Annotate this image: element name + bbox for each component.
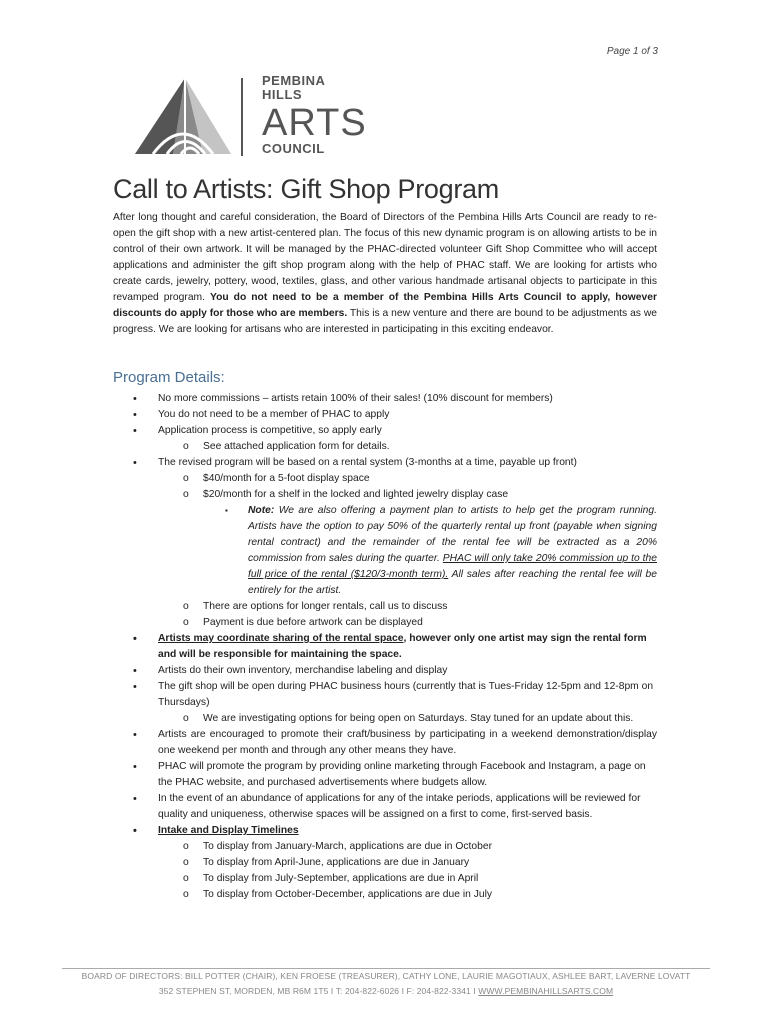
- note-tail: All sales after reaching the rental fee will be entirely for the artist.: [248, 569, 657, 596]
- list-item-underline: Artists may coordinate sharing of the rental space: [158, 633, 404, 644]
- list-item-text: We are investigating options for being open on Saturdays. Stay tuned for an update about this.: [203, 713, 634, 724]
- footer-address-line: [62, 986, 710, 996]
- list-item-text: Intake and Display Timelines: [158, 825, 299, 836]
- list-item-text: To display from April-June, applications are due in January: [203, 857, 470, 868]
- bullet-marker: •: [133, 729, 137, 741]
- list-item-text: Application process is competitive, so apply early: [158, 425, 382, 436]
- sub-list-item: [113, 871, 657, 887]
- list-item-text: The revised program will be based on a rental system (3-months at a time, payable up front): [158, 457, 577, 468]
- sub-bullet-marker: o: [183, 473, 189, 484]
- intro-text: After long thought and careful consideration, the Board of Directors of the Pembina Hills Arts Council are ready to re-open the gift shop with a new artist-centered plan. The focus of this new dynamic program is on allowing artists to be in control of their own artwork. It will be managed by the PHAC-directed volunteer Gift Shop Committee who will accept applications and administer the gift shop program along with the help of PHAC staff. We are looking for artists who create cards, jewelry, pottery, wood, textiles, glass, and other various handmade artisanal objects to participate in this revamped program.: [113, 212, 657, 303]
- list-item-text: Artists do their own inventory, merchandise labeling and display: [158, 665, 448, 676]
- logo-wordmark: [262, 74, 367, 156]
- intro-bold: You do not need to be a member of the Pembina Hills Arts Council to apply, however discounts do apply for those who are members.: [113, 292, 657, 319]
- list-item: [113, 759, 657, 791]
- footer-divider: [62, 968, 710, 969]
- sub-bullet-marker: o: [183, 713, 189, 724]
- triangle-logo-icon: [133, 74, 233, 156]
- sub-list-item: [113, 471, 657, 487]
- sub-bullet-marker: o: [183, 873, 189, 884]
- list-item-text: To display from July-September, applications are due in April: [203, 873, 479, 884]
- sub-bullet-marker: o: [183, 617, 189, 628]
- intro-paragraph: [113, 210, 657, 338]
- list-item: [113, 823, 657, 839]
- list-item-text: To display from October-December, applications are due in July: [203, 889, 493, 900]
- list-item-text: There are options for longer rentals, call us to discuss: [203, 601, 448, 612]
- bullet-marker: •: [133, 425, 137, 437]
- bullet-marker: •: [133, 633, 137, 645]
- bullet-marker: •: [133, 457, 137, 469]
- bullet-marker: •: [133, 393, 137, 405]
- bullet-marker: •: [133, 681, 137, 693]
- list-item-text: Artists are encouraged to promote their craft/business by participating in a weekend demonstration/display one weekend per month and through any other means they have.: [158, 729, 657, 756]
- sub-list-item: [113, 711, 657, 727]
- sub-list-item: [113, 887, 657, 903]
- bullet-marker: •: [133, 665, 137, 677]
- sub-bullet-marker: o: [183, 489, 189, 500]
- sub-bullet-marker: o: [183, 857, 189, 868]
- list-item: [113, 391, 657, 407]
- logo-line-2: HILLS: [262, 87, 303, 102]
- footer-board-line: BOARD OF DIRECTORS: BILL POTTER (CHAIR), KEN FROESE (TREASURER), CATHY LONE, LAURIE MAGOTIAUX, ASHLEE BART, LAVERNE LOVATT: [81, 971, 691, 981]
- intro-tail: This is a new venture and there are bound to be adjustments as we progress. We are looking for artisans who are interested in participating in this exciting endeavor.: [113, 308, 657, 335]
- page-title: Call to Artists: Gift Shop Program: [113, 174, 499, 204]
- sub-list-item: [113, 599, 657, 615]
- list-item-text: , however only one artist may sign the rental form and will be responsible for maintaining the space.: [158, 633, 647, 660]
- list-item-text: No more commissions – artists retain 100% of their sales! (10% discount for members): [158, 393, 553, 404]
- square-bullet-marker: ▪: [225, 506, 228, 515]
- list-item-text: $40/month for a 5-foot display space: [203, 473, 370, 484]
- logo-line-1: PEMBINA: [262, 73, 326, 88]
- note-text: We are also offering a payment plan to artists to help get the program running. Artists have the option to pay 50% of the quarterly rental up front (payable when signing rental contract) and the remainder of the rental fee will be extracted as a 20% commission from sales during the quarter.: [248, 505, 657, 564]
- list-item: [113, 455, 657, 471]
- sub-bullet-marker: o: [183, 841, 189, 852]
- list-item-text: To display from January-March, applications are due in October: [203, 841, 493, 852]
- sub-list-item: [113, 439, 657, 455]
- sub-list-item: [113, 487, 657, 503]
- page-number: Page 1 of 3: [606, 46, 658, 57]
- list-item: [113, 679, 657, 711]
- logo-line-3: ARTS: [262, 102, 367, 144]
- list-item: [113, 631, 657, 663]
- list-item-text: See attached application form for details.: [203, 441, 390, 452]
- bullet-marker: •: [133, 761, 137, 773]
- sub-bullet-marker: o: [183, 889, 189, 900]
- note-label: Note:: [248, 505, 275, 516]
- note-item: [113, 503, 657, 599]
- note-underline: PHAC will only take 20% commission up to the full price of the rental ($120/3-month term).: [248, 553, 657, 580]
- website-link[interactable]: WWW.PEMBINAHILLSARTS.COM: [478, 986, 614, 996]
- list-item: [113, 791, 657, 823]
- bullet-marker: •: [133, 793, 137, 805]
- sub-list-item: [113, 855, 657, 871]
- sub-bullet-marker: o: [183, 441, 189, 452]
- sub-bullet-marker: o: [183, 601, 189, 612]
- section-heading: Program Details:: [113, 369, 225, 386]
- list-item-text: Payment is due before artwork can be displayed: [203, 617, 423, 628]
- logo-divider: [241, 78, 243, 156]
- sub-list-item: [113, 615, 657, 631]
- list-item: [113, 407, 657, 423]
- list-item-text: $20/month for a shelf in the locked and lighted jewelry display case: [203, 489, 509, 500]
- pembina-hills-logo: [133, 74, 373, 164]
- list-item: [113, 727, 657, 759]
- list-item-text: PHAC will promote the program by providing online marketing through Facebook and Instagram, a page on the PHAC website, and purchased advertisements where budgets allow.: [158, 761, 646, 788]
- footer-address: 352 STEPHEN ST, MORDEN, MB R6M 1T5 I T: 204-822-6026 I F: 204-822-3341 I: [158, 986, 479, 996]
- logo-line-4: COUNCIL: [262, 141, 325, 156]
- bullet-marker: •: [133, 825, 137, 837]
- program-details-list: [113, 391, 657, 903]
- list-item: [113, 663, 657, 679]
- list-item: [113, 423, 657, 439]
- sub-list-item: [113, 839, 657, 855]
- bullet-marker: •: [133, 409, 137, 421]
- list-item-text: In the event of an abundance of applications for any of the intake periods, applications will be reviewed for quality and uniqueness, otherwise spaces will be assigned on a first to come, first-served basis.: [158, 793, 641, 820]
- list-item-text: You do not need to be a member of PHAC to apply: [158, 409, 390, 420]
- list-item-text: The gift shop will be open during PHAC business hours (currently that is Tues-Friday 12-5pm and 12-8pm on Thursdays): [158, 681, 654, 708]
